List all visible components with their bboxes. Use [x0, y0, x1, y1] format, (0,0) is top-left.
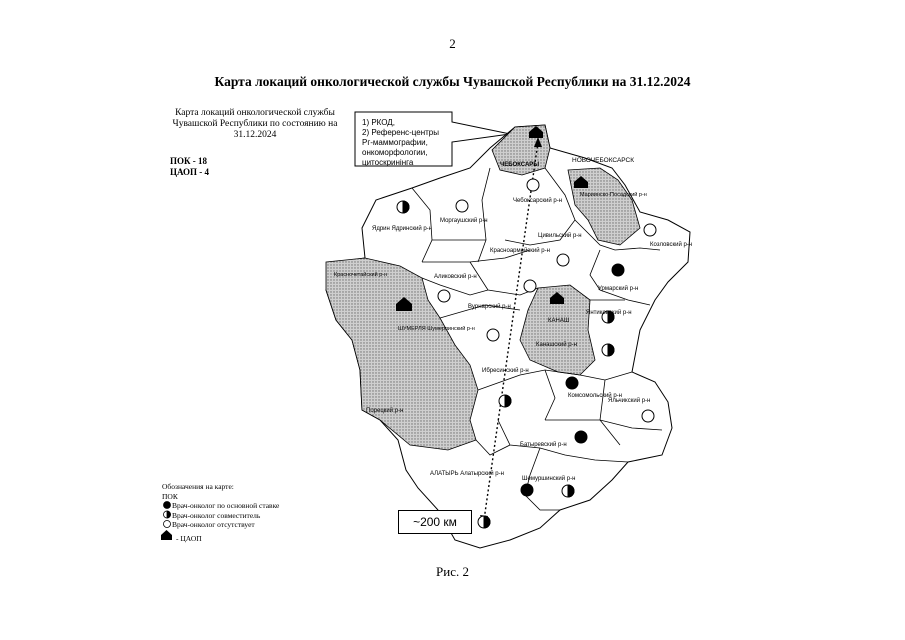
pok-full-icon: [612, 264, 624, 276]
label-batyrevsky: Батыревский р-н: [520, 442, 567, 448]
pok-full-icon: [566, 377, 578, 389]
pok-half-icon: [478, 516, 490, 528]
label-novocheboksarsk: НОВОЧЕБОКСАРСК: [572, 157, 635, 164]
label-yantikovsky: Янтиковский р-н: [586, 310, 632, 316]
label-poretsky: Порецкий р-н: [366, 408, 404, 414]
callout-line: цитоскринінга: [362, 158, 414, 167]
pok-half-icon: [499, 395, 511, 407]
label-komsomolsky: Комсомольский р-н: [568, 393, 622, 399]
pok-full-icon: [575, 431, 587, 443]
pok-half-icon: [562, 485, 574, 497]
pok-absent-icon: [456, 200, 468, 212]
legend-title: Обозначения на карте:: [162, 482, 234, 491]
callout-text: [362, 118, 458, 168]
stat-pok: ПОК - 18: [170, 156, 208, 166]
label-tsivilsky: Цивильский р-н: [538, 233, 582, 239]
legend-half-label: Врач-онколог совместитель: [172, 510, 261, 520]
callout-line: Рг-маммографии,: [362, 138, 428, 147]
label-krasnoarmeysky: Красноармейский р-н: [490, 248, 550, 254]
legend: [162, 482, 279, 543]
page-title: Карта локаций онкологической службы Чувашской Республики на 31.12.2024: [214, 74, 691, 89]
pok-absent-icon: [557, 254, 569, 266]
pok-absent-icon: [524, 280, 536, 292]
legend-full-label: Врач-онколог по основной ставке: [172, 501, 280, 510]
scale-label: ~200 км: [398, 510, 472, 534]
pok-absent-icon: [487, 329, 499, 341]
pok-full-icon: [521, 484, 533, 496]
callout-line: онкоморфологии,: [362, 148, 428, 157]
label-kanashsky: Канашский р-н: [536, 342, 577, 348]
figure-caption: Рис. 2: [436, 564, 469, 579]
legend-caop-label: - ЦАОП: [176, 533, 202, 543]
label-vurnarsky: Вурнарский р-н: [468, 304, 511, 310]
label-urmarsky: Урмарский р-н: [598, 286, 639, 292]
pok-absent-icon: [642, 410, 654, 422]
label-alatyr: АЛАТЫРЬ Алатырский р-н: [430, 471, 504, 477]
pok-half-icon: [602, 344, 614, 356]
callout-line: 2) Референс-центры: [362, 128, 440, 137]
page-number: 2: [449, 36, 456, 51]
map-caption-line: Карта локаций онкологической службы: [175, 108, 335, 118]
map-caption-line: 31.12.2024: [233, 130, 277, 140]
label-alikovsky: Аликовский р-н: [434, 274, 477, 280]
label-yadrin: Ядрин Ядринский р-н: [372, 226, 432, 232]
stat-caop: ЦАОП - 4: [170, 167, 210, 177]
legend-subtitle: ПОК: [162, 491, 178, 501]
label-kanash: КАНАШ: [548, 318, 570, 324]
label-cheboksary: ЧЕБОКСАРЫ: [500, 162, 540, 168]
label-shumerlya: ШУМЕРЛЯ Шумерлинский р-н: [398, 326, 475, 332]
pok-absent-icon: [438, 290, 450, 302]
label-mariinsky: Мариинско-Посадский р-н: [580, 192, 647, 198]
callout-line: 1) РКОД,: [362, 118, 395, 127]
label-krasnochetaysky: Красночетайский р-н: [334, 272, 388, 278]
map-caption-line: Чувашской Республики по состоянию на: [172, 119, 338, 129]
legend-absent-label: Врач-онколог отсутствует: [172, 520, 255, 529]
label-yalchiksky: Яльчикский р-н: [608, 398, 651, 404]
label-shemurshinsky: Шемуршинский р-н: [522, 476, 576, 482]
label-cheboksarsky: Чебоксарский р-н: [513, 198, 563, 204]
label-kozlovsky: Козловский р-н: [650, 242, 693, 248]
pok-half-icon: [397, 201, 409, 213]
pok-absent-icon: [644, 224, 656, 236]
label-morgaushsky: Моргаушский р-н: [440, 218, 488, 224]
label-ibresinsky: Ибресинский р-н: [482, 368, 529, 374]
pok-absent-icon: [527, 179, 539, 191]
